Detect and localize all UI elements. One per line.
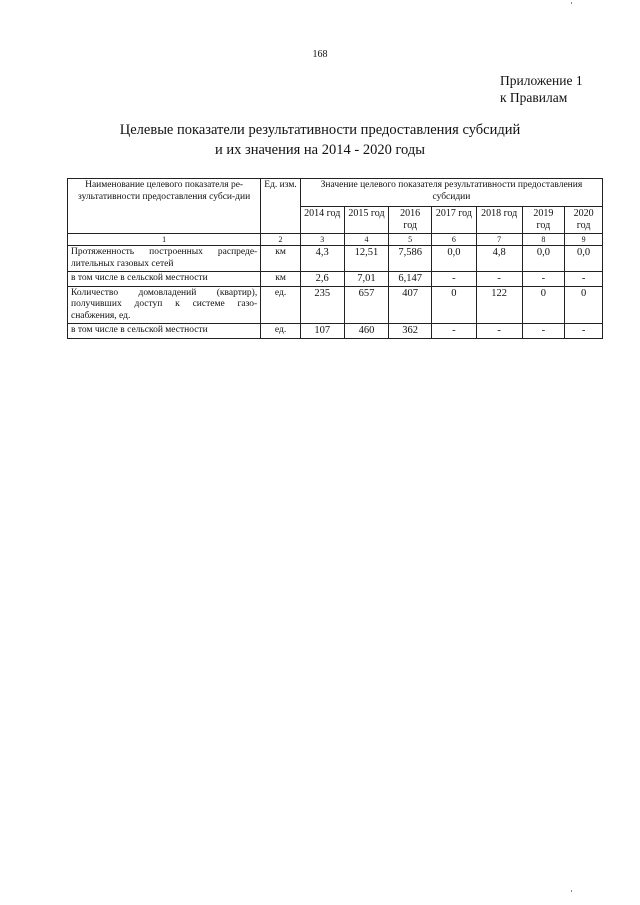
header-year: 2019 год xyxy=(522,207,565,234)
indicator-value: 7,01 xyxy=(344,272,389,287)
header-year: 2017 год xyxy=(432,207,477,234)
header-unit: Ед. изм. xyxy=(261,179,301,234)
indicator-unit: ед. xyxy=(261,324,301,339)
targets-table xyxy=(67,178,603,339)
indicator-value: 235 xyxy=(300,286,344,324)
appendix-line-2: к Правилам xyxy=(500,90,568,105)
indicator-value: 12,51 xyxy=(344,246,389,272)
header-year: 2014 год xyxy=(300,207,344,234)
column-number: 1 xyxy=(68,234,261,246)
indicator-name: Количество домовладений (квартир), получивших доступ к системе газо-снабжения, ед. xyxy=(68,286,261,324)
title-line-1: Целевые показатели результативности предоставления субсидий xyxy=(119,122,521,138)
title-line-2: и их значения на 2014 - 2020 годы xyxy=(215,142,425,158)
header-indicator-name: Наименование целевого показателя ре-зультативности предоставления субси-дии xyxy=(68,179,261,234)
indicator-value: - xyxy=(432,324,477,339)
scan-artifact xyxy=(571,2,572,4)
indicator-value: - xyxy=(476,272,522,287)
column-number: 3 xyxy=(300,234,344,246)
indicator-value: 0 xyxy=(432,286,477,324)
indicator-value: 460 xyxy=(344,324,389,339)
indicator-value: 4,8 xyxy=(476,246,522,272)
appendix-reference xyxy=(500,72,583,106)
indicator-unit: ед. xyxy=(261,286,301,324)
indicator-name: в том числе в сельской местности xyxy=(68,324,261,339)
indicator-value: 0 xyxy=(522,286,565,324)
column-number: 6 xyxy=(432,234,477,246)
indicator-name: Протяженность построенных распреде-лительных газовых сетей xyxy=(68,246,261,272)
page-number: 168 xyxy=(312,49,328,60)
indicator-value: 0,0 xyxy=(565,246,603,272)
header-year: 2020 год xyxy=(565,207,603,234)
appendix-line-1: Приложение 1 xyxy=(500,73,583,88)
indicator-unit: км xyxy=(261,272,301,287)
indicator-value: 0,0 xyxy=(522,246,565,272)
column-number: 5 xyxy=(389,234,432,246)
document-title xyxy=(0,120,640,160)
indicator-value: 107 xyxy=(300,324,344,339)
column-numbers-row xyxy=(68,234,603,246)
table-row xyxy=(68,286,603,324)
indicator-value: 0 xyxy=(565,286,603,324)
header-indicator-value: Значение целевого показателя результативности предоставления субсидии xyxy=(300,179,602,207)
indicator-value: 0,0 xyxy=(432,246,477,272)
column-number: 8 xyxy=(522,234,565,246)
indicator-name: в том числе в сельской местности xyxy=(68,272,261,287)
scan-artifact xyxy=(571,890,572,892)
header-row xyxy=(68,179,603,207)
column-number: 9 xyxy=(565,234,603,246)
indicator-value: - xyxy=(522,324,565,339)
indicator-value: - xyxy=(522,272,565,287)
indicator-value: 407 xyxy=(389,286,432,324)
indicator-value: 4,3 xyxy=(300,246,344,272)
indicator-value: 362 xyxy=(389,324,432,339)
table-row xyxy=(68,246,603,272)
header-year: 2018 год xyxy=(476,207,522,234)
column-number: 4 xyxy=(344,234,389,246)
indicator-value: 7,586 xyxy=(389,246,432,272)
header-year: 2015 год xyxy=(344,207,389,234)
indicator-unit: км xyxy=(261,246,301,272)
column-number: 7 xyxy=(476,234,522,246)
indicator-value: - xyxy=(565,324,603,339)
table-row xyxy=(68,272,603,287)
indicator-value: - xyxy=(565,272,603,287)
indicator-value: 6,147 xyxy=(389,272,432,287)
column-number: 2 xyxy=(261,234,301,246)
indicator-value: 2,6 xyxy=(300,272,344,287)
indicator-value: - xyxy=(432,272,477,287)
indicator-value: 122 xyxy=(476,286,522,324)
indicator-value: - xyxy=(476,324,522,339)
indicator-value: 657 xyxy=(344,286,389,324)
table-row xyxy=(68,324,603,339)
header-year: 2016 год xyxy=(389,207,432,234)
